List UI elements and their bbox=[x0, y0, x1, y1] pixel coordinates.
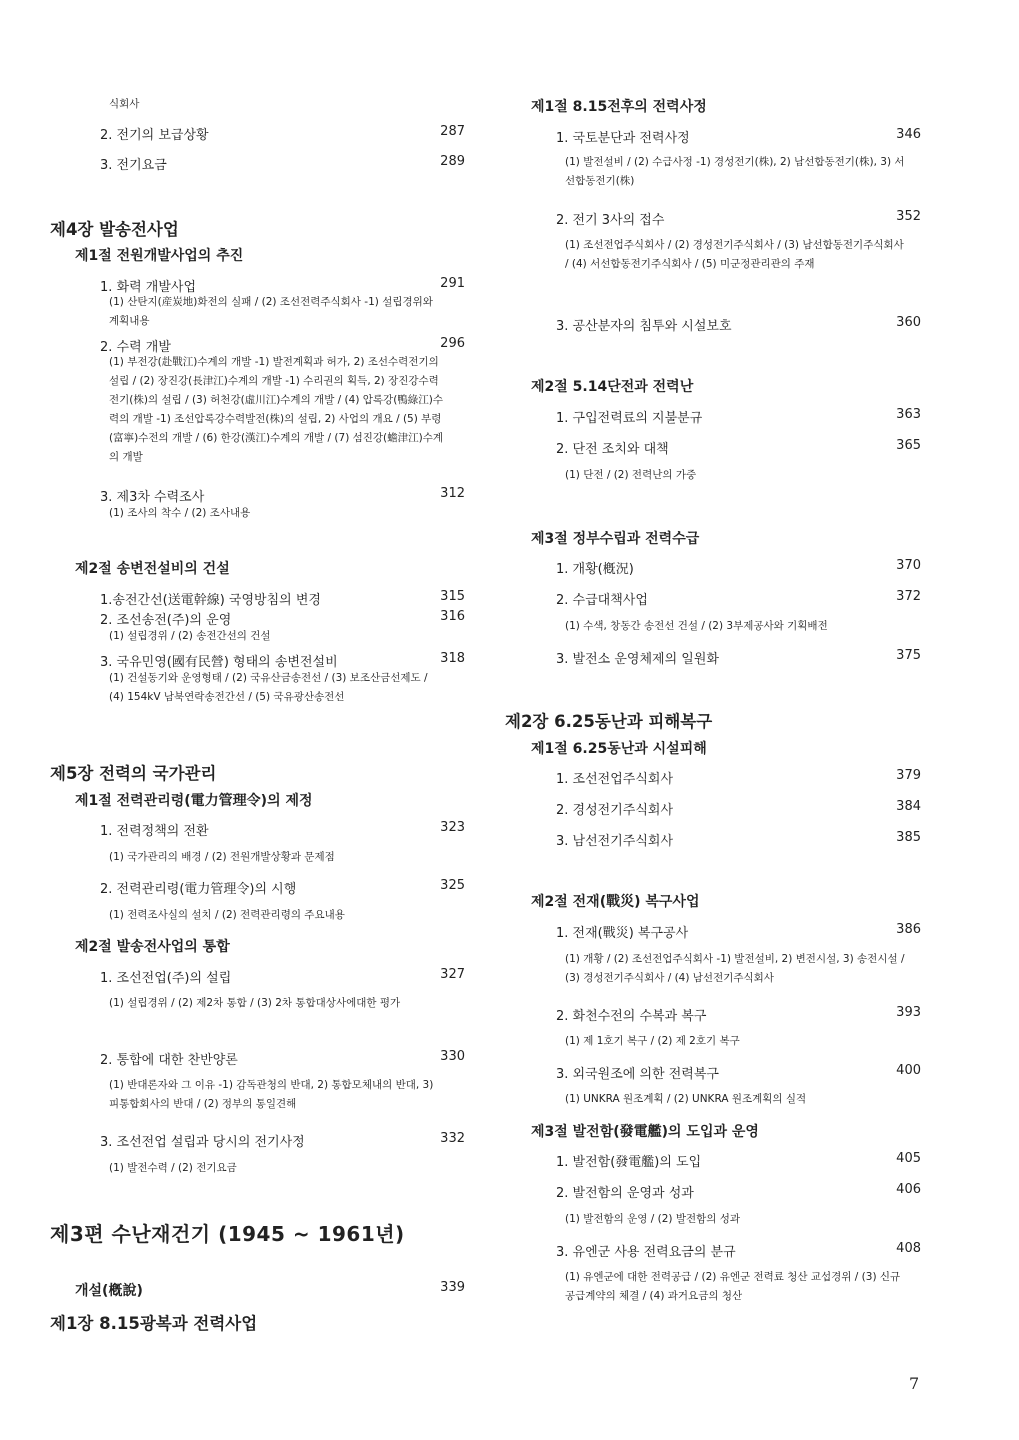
toc-page-number: 393 bbox=[896, 1005, 921, 1020]
toc-page-number: 315 bbox=[440, 589, 465, 604]
toc-subitems: (1) 발전수력 / (2) 전기요금 bbox=[109, 1162, 237, 1174]
toc-subitems: (1) 건설동기와 운영형태 / (2) 국유산금송전선 / (3) 보조산금선제도 / (4) 154kV 남북연락송전간선 / (5) 국유광산송전선 bbox=[109, 672, 428, 703]
toc-item: 3. 전기요금 bbox=[100, 158, 167, 173]
toc-item: 3. 조선전업 설립과 당시의 전기사정 bbox=[100, 1135, 305, 1150]
toc-item: 1. 구입전력료의 지불분규 bbox=[556, 411, 703, 426]
toc-item: 3. 남선전기주식회사 bbox=[556, 834, 673, 849]
toc-page-number: 400 bbox=[896, 1063, 921, 1078]
toc-item: 2. 전력관리령(電力管理令)의 시행 bbox=[100, 882, 297, 897]
section-title: 제3절 발전함(發電艦)의 도입과 운영 bbox=[531, 1124, 759, 1140]
toc-item: 2. 수급대책사업 bbox=[556, 593, 648, 608]
toc-item: 3. 제3차 수력조사 bbox=[100, 490, 205, 505]
toc-item: 3. 외국원조에 의한 전력복구 bbox=[556, 1067, 719, 1082]
toc-page-number: 287 bbox=[440, 124, 465, 139]
section-title: 제1절 6.25동난과 시설피해 bbox=[531, 741, 707, 757]
toc-item: 1. 전력정책의 전환 bbox=[100, 824, 209, 839]
toc-subitems: (1) 국가관리의 배경 / (2) 전원개발상황과 문제점 bbox=[109, 851, 335, 863]
section-title: 제1절 전원개발사업의 추진 bbox=[75, 248, 244, 264]
toc-page-number: 289 bbox=[440, 154, 465, 169]
part-title: 제3편 수난재건기 (1945 ~ 1961년) bbox=[50, 1222, 405, 1246]
toc-page-number: 323 bbox=[440, 820, 465, 835]
toc-item: 3. 발전소 운영체제의 일원화 bbox=[556, 652, 719, 667]
toc-page-number: 360 bbox=[896, 315, 921, 330]
toc-item: 1. 국토분단과 전력사정 bbox=[556, 131, 690, 146]
toc-page-number: 386 bbox=[896, 922, 921, 937]
toc-page-number: 325 bbox=[440, 878, 465, 893]
toc-subitems: (1) 수색, 창동간 송전선 건설 / (2) 3부제공사와 기획배전 bbox=[565, 620, 828, 632]
toc-item: 1. 화력 개발사업 bbox=[100, 280, 197, 295]
toc-item: 1. 전재(戰災) 복구공사 bbox=[556, 926, 689, 941]
section-title: 제2절 5.14단전과 전력난 bbox=[531, 379, 694, 395]
toc-item: 1. 발전함(發電艦)의 도입 bbox=[556, 1155, 702, 1170]
section-title: 개설(槪說) bbox=[75, 1283, 143, 1299]
toc-page-number: 365 bbox=[896, 438, 921, 453]
toc-page-number: 312 bbox=[440, 486, 465, 501]
chapter-title: 제5장 전력의 국가관리 bbox=[50, 764, 217, 783]
section-title: 제2절 송변전설비의 건설 bbox=[75, 561, 230, 577]
chapter-title: 제1장 8.15광복과 전력사업 bbox=[50, 1314, 258, 1333]
toc-page-number: 405 bbox=[896, 1151, 921, 1166]
toc-subitems: (1) 조선전업주식회사 / (2) 경성전기주식회사 / (3) 남선합동전기주식회사 / (4) 서선합동전기주식회사 / (5) 미군정관리관의 주재 bbox=[565, 239, 904, 270]
toc-page-number: 332 bbox=[440, 1131, 465, 1146]
toc-page-number: 385 bbox=[896, 830, 921, 845]
toc-item: 2. 수력 개발 bbox=[100, 340, 171, 355]
section-title: 제3절 정부수립과 전력수급 bbox=[531, 531, 700, 547]
toc-page-number: 370 bbox=[896, 558, 921, 573]
toc-page-number: 316 bbox=[440, 609, 465, 624]
toc-page-number: 384 bbox=[896, 799, 921, 814]
toc-subitems: (1) 전력조사실의 설치 / (2) 전력관리령의 주요내용 bbox=[109, 909, 345, 921]
toc-item: 3. 유엔군 사용 전력요금의 분규 bbox=[556, 1245, 736, 1260]
toc-item: 2. 경성전기주식회사 bbox=[556, 803, 673, 818]
chapter-title: 제4장 발송전사업 bbox=[50, 220, 179, 239]
toc-page-number: 375 bbox=[896, 648, 921, 663]
toc-subitems: (1) 유엔군에 대한 전력공급 / (2) 유엔군 전력료 청산 교섭경위 / (3) 신규 공급계약의 체결 / (4) 과거요금의 청산 bbox=[565, 1271, 901, 1302]
toc-item: 3. 공산분자의 침투와 시설보호 bbox=[556, 319, 732, 334]
toc-page-number: 379 bbox=[896, 768, 921, 783]
toc-item: 2. 전기 3사의 접수 bbox=[556, 213, 665, 228]
toc-subitems: (1) 개황 / (2) 조선전업주식회사 -1) 발전설비, 2) 변전시설, 3) 송전시설 / (3) 경성전기주식회사 / (4) 남선전기주식회사 bbox=[565, 953, 905, 984]
toc-subitems: (1) 산탄지(産炭地)화전의 실패 / (2) 조선전력주식회사 -1) 설립경위와 계획내용 bbox=[109, 296, 433, 327]
toc-subitems: 식회사 bbox=[109, 98, 140, 110]
toc-page-number: 372 bbox=[896, 589, 921, 604]
toc-item: 2. 단전 조치와 대책 bbox=[556, 442, 669, 457]
toc-item: 1. 개황(槪況) bbox=[556, 562, 634, 577]
toc-subitems: (1) 발전함의 운영 / (2) 발전함의 성과 bbox=[565, 1213, 741, 1225]
toc-page-number: 327 bbox=[440, 967, 465, 982]
toc-item: 3. 국유민영(國有民營) 형태의 송변전설비 bbox=[100, 655, 338, 670]
toc-subitems: (1) 단전 / (2) 전력난의 가중 bbox=[565, 469, 697, 481]
toc-item: 1. 조선전업주식회사 bbox=[556, 772, 673, 787]
toc-subitems: (1) 조사의 착수 / (2) 조사내용 bbox=[109, 507, 251, 519]
toc-subitems: (1) UNKRA 원조계획 / (2) UNKRA 원조계획의 실적 bbox=[565, 1093, 807, 1105]
toc-subitems: (1) 부전강(赴戰江)수계의 개발 -1) 발전계획과 허가, 2) 조선수력전기의 설립 / (2) 장진강(長津江)수계의 개발 -1) 수리권의 획득, 2) 장진강수력전기(株)의 설립 / (3) 허천강(虛川江)수계의 개발 / (4) 압록강(鴨綠江)수력의 개발 -1) 조선압록강수력발전(株)의 설립, 2) 사업의 개요 / (5) 부령(富寧)수전의 개발 / (6) 한강(漢江)수계의 개발 / (7) 섬진강(蟾津江)수계의 개발 bbox=[109, 356, 444, 463]
toc-subitems: (1) 발전설비 / (2) 수급사정 -1) 경성전기(株), 2) 남선합동전기(株), 3) 서선합동전기(株) bbox=[565, 156, 905, 187]
toc-subitems: (1) 설립경위 / (2) 제2차 통합 / (3) 2차 통합대상사에대한 평가 bbox=[109, 997, 401, 1009]
toc-page-number: 363 bbox=[896, 407, 921, 422]
chapter-title: 제2장 6.25동난과 피해복구 bbox=[505, 712, 713, 731]
page-number: 7 bbox=[909, 1374, 920, 1393]
toc-subitems: (1) 설립경위 / (2) 송전간선의 건설 bbox=[109, 630, 271, 642]
toc-page-number: 346 bbox=[896, 127, 921, 142]
toc-item: 2. 통합에 대한 찬반양론 bbox=[100, 1053, 238, 1068]
section-title: 제2절 발송전사업의 통합 bbox=[75, 939, 230, 955]
toc-page-number: 352 bbox=[896, 209, 921, 224]
toc-item: 2. 전기의 보급상황 bbox=[100, 128, 209, 143]
toc-page-number: 291 bbox=[440, 276, 465, 291]
toc-subitems: (1) 반대론자와 그 이유 -1) 감독관청의 반대, 2) 통합모체내의 반대, 3) 피통합회사의 반대 / (2) 정부의 통일견해 bbox=[109, 1079, 434, 1110]
toc-item: 2. 조선송전(주)의 운영 bbox=[100, 613, 232, 628]
toc-item: 2. 발전함의 운영과 성과 bbox=[556, 1186, 694, 1201]
toc-page-number: 296 bbox=[440, 336, 465, 351]
toc-item: 2. 화천수전의 수복과 복구 bbox=[556, 1009, 707, 1024]
section-title: 제2절 전재(戰災) 복구사업 bbox=[531, 894, 700, 910]
section-title: 제1절 전력관리령(電力管理令)의 제정 bbox=[75, 793, 313, 809]
toc-item: 1. 조선전업(주)의 설립 bbox=[100, 971, 232, 986]
toc-item: 1.송전간선(送電幹線) 국영방침의 변경 bbox=[100, 593, 321, 608]
section-title: 제1절 8.15전후의 전력사정 bbox=[531, 99, 707, 115]
toc-page-number: 318 bbox=[440, 651, 465, 666]
toc-page-number: 330 bbox=[440, 1049, 465, 1064]
toc-subitems: (1) 제 1호기 복구 / (2) 제 2호기 복구 bbox=[565, 1035, 740, 1047]
toc-page-number: 408 bbox=[896, 1241, 921, 1256]
toc-page-number: 339 bbox=[440, 1280, 465, 1295]
toc-page-number: 406 bbox=[896, 1182, 921, 1197]
